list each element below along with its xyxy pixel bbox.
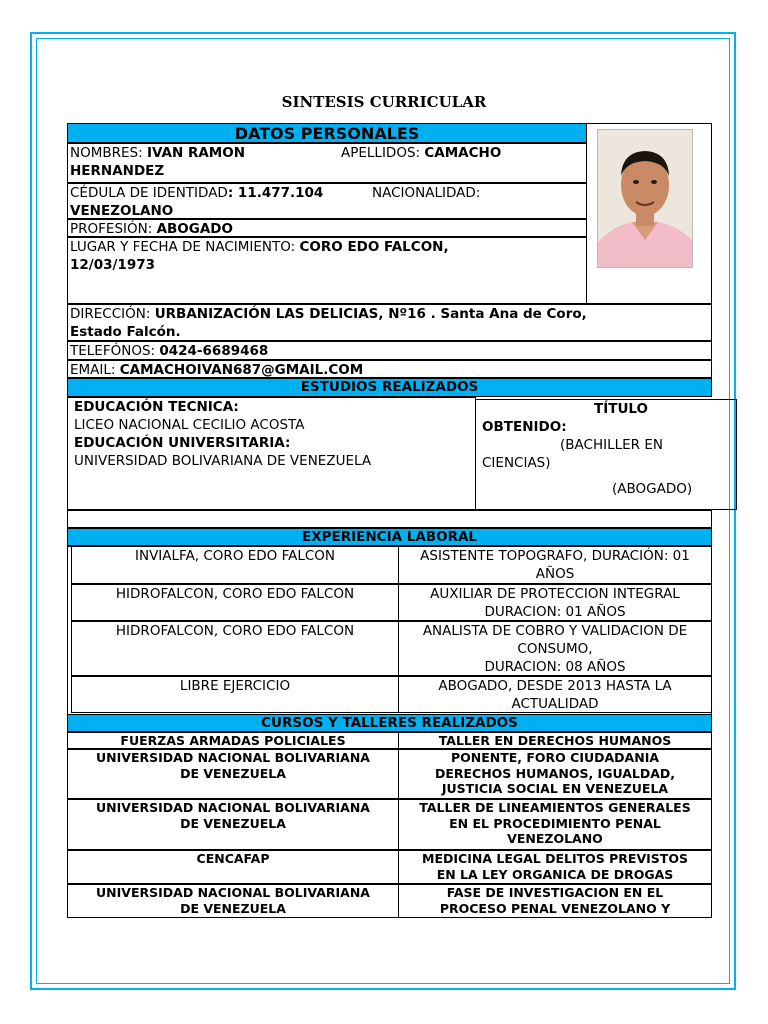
phone-label: TELEFÓNOS: bbox=[70, 343, 160, 359]
experience-row bbox=[71, 584, 399, 621]
course-institution bbox=[67, 732, 399, 749]
id-label: CÉDULA DE IDENTIDAD bbox=[70, 185, 228, 201]
experience-role: ASISTENTE TOPOGRAFO, DURACIÓN: 01 bbox=[420, 548, 690, 564]
experience-role: ABOGADO, DESDE 2013 HASTA LA bbox=[438, 678, 672, 694]
course-title-cell bbox=[398, 799, 712, 850]
studies-spacer-row bbox=[67, 510, 712, 528]
document-title: SINTESIS CURRICULAR bbox=[281, 93, 487, 111]
nationality-value: VENEZOLANO bbox=[70, 203, 174, 219]
course-title-continued: JUSTICIA SOCIAL EN VENEZUELA bbox=[441, 781, 669, 796]
experience-employer: INVIALFA, CORO EDO FALCON bbox=[134, 548, 336, 564]
studies-right-cell bbox=[475, 399, 737, 510]
studies-header: ESTUDIOS REALIZADOS bbox=[67, 378, 712, 397]
surnames-value: CAMACHO bbox=[424, 145, 502, 161]
courses-header: CURSOS Y TALLERES REALIZADOS bbox=[67, 714, 712, 732]
experience-role-continued: DURACION: 01 AÑOS bbox=[484, 604, 626, 620]
course-institution-name: UNIVERSIDAD NACIONAL BOLIVARIANA bbox=[96, 750, 370, 765]
email-label: EMAIL: bbox=[70, 362, 120, 378]
course-institution-name: UNIVERSIDAD NACIONAL BOLIVARIANA bbox=[96, 800, 370, 815]
tech-education-label: EDUCACIÓN TECNICA: bbox=[74, 399, 239, 415]
course-title-continued: PROCESO PENAL VENEZOLANO Y bbox=[439, 900, 671, 916]
experience-role-cell bbox=[398, 546, 712, 584]
personal-section bbox=[0, 0, 768, 1]
experience-role-continued: CONSUMO, bbox=[517, 641, 593, 657]
portrait-image bbox=[598, 130, 692, 267]
course-title: FASE DE INVESTIGACION EN EL bbox=[446, 885, 664, 900]
experience-role-cell bbox=[398, 584, 712, 621]
id-value: : 11.477.104 bbox=[227, 185, 324, 201]
course-title-continued: VENEZOLANO bbox=[507, 831, 603, 846]
email-cell bbox=[67, 360, 712, 378]
course-title-cell bbox=[398, 884, 712, 918]
tech-education-school: LICEO NACIONAL CECILIO ACOSTA bbox=[74, 417, 305, 433]
birth-value: CORO EDO FALCON, bbox=[299, 239, 449, 255]
title-bachiller-continued: CIENCIAS) bbox=[482, 455, 551, 471]
birth-label: LUGAR Y FECHA DE NACIMIENTO: bbox=[70, 239, 300, 255]
phone-value: 0424-6689468 bbox=[159, 343, 269, 359]
profession-cell bbox=[67, 219, 587, 237]
birth-date: 12/03/1973 bbox=[70, 257, 156, 273]
names-cell bbox=[67, 143, 587, 183]
birth-cell bbox=[67, 237, 587, 304]
title-label-continued: OBTENIDO: bbox=[482, 419, 567, 435]
experience-role-cell bbox=[398, 676, 712, 713]
course-institution-name: FUERZAS ARMADAS POLICIALES bbox=[120, 733, 346, 748]
experience-role-duration: DURACION: 08 AÑOS bbox=[484, 659, 626, 675]
profession-value: ABOGADO bbox=[156, 221, 233, 237]
course-title-continued: EN EL PROCEDIMIENTO PENAL bbox=[449, 815, 661, 831]
course-title: MEDICINA LEGAL DELITOS PREVISTOS bbox=[422, 851, 688, 866]
names-value: IVAN RAMON bbox=[146, 145, 246, 161]
personal-header: DATOS PERSONALES bbox=[67, 123, 587, 143]
title-bachiller: (BACHILLER EN bbox=[560, 437, 663, 453]
univ-education-label: EDUCACIÓN UNIVERSITARIA: bbox=[74, 435, 291, 451]
surnames-value-continued: HERNANDEZ bbox=[70, 163, 165, 179]
nationality-label: NACIONALIDAD: bbox=[372, 185, 481, 201]
course-title: TALLER EN DERECHOS HUMANOS bbox=[438, 733, 672, 748]
surnames-label: APELLIDOS: bbox=[341, 145, 425, 161]
names-label: NOMBRES: bbox=[70, 145, 147, 161]
univ-education-school: UNIVERSIDAD BOLIVARIANA DE VENEZUELA bbox=[74, 453, 372, 469]
address-value-continued: Estado Falcón. bbox=[70, 324, 181, 340]
course-institution bbox=[67, 799, 399, 850]
id-cell bbox=[67, 183, 587, 219]
experience-employer: LIBRE EJERCICIO bbox=[179, 678, 291, 694]
experience-employer: HIDROFALCON, CORO EDO FALCON bbox=[115, 586, 355, 602]
email-value: CAMACHOIVAN687@GMAIL.COM bbox=[119, 362, 364, 378]
experience-row bbox=[71, 546, 399, 584]
title-abogado: (ABOGADO) bbox=[612, 481, 693, 497]
course-institution bbox=[67, 850, 399, 884]
course-institution-name-continued: DE VENEZUELA bbox=[180, 900, 286, 916]
title-label: TÍTULO bbox=[594, 401, 648, 417]
experience-role-continued: AÑOS bbox=[535, 566, 575, 582]
experience-role: ANALISTA DE COBRO Y VALIDACION DE bbox=[422, 623, 688, 639]
course-title-cell bbox=[398, 850, 712, 884]
course-institution-name-continued: DE VENEZUELA bbox=[180, 765, 286, 781]
experience-employer: HIDROFALCON, CORO EDO FALCON bbox=[115, 623, 355, 639]
address-cell bbox=[67, 304, 712, 341]
course-title-cell bbox=[398, 749, 712, 799]
experience-role: AUXILIAR DE PROTECCION INTEGRAL bbox=[430, 586, 680, 602]
experience-role-continued: ACTUALIDAD bbox=[511, 696, 599, 712]
address-value: URBANIZACIÓN LAS DELICIAS, Nº16 . Santa Ana de Coro, bbox=[154, 306, 587, 322]
course-institution-name-continued: DE VENEZUELA bbox=[180, 815, 286, 831]
experience-role-cell bbox=[398, 621, 712, 676]
studies-left-cell bbox=[67, 397, 476, 510]
course-institution bbox=[67, 884, 399, 918]
experience-header: EXPERIENCIA LABORAL bbox=[67, 528, 712, 546]
course-institution-name: CENCAFAP bbox=[196, 851, 270, 866]
experience-row bbox=[71, 676, 399, 713]
course-title-continued: EN LA LEY ORGANICA DE DROGAS bbox=[436, 866, 674, 882]
profession-label: PROFESIÓN: bbox=[70, 221, 157, 237]
course-institution bbox=[67, 749, 399, 799]
phone-cell bbox=[67, 341, 712, 360]
course-title: TALLER DE LINEAMIENTOS GENERALES bbox=[419, 800, 691, 815]
course-title-cell bbox=[398, 732, 712, 749]
course-title: PONENTE, FORO CIUDADANIA bbox=[450, 750, 660, 765]
address-label: DIRECCIÓN: bbox=[70, 306, 155, 322]
course-institution-name: UNIVERSIDAD NACIONAL BOLIVARIANA bbox=[96, 885, 370, 900]
course-title-continued: DERECHOS HUMANOS, IGUALDAD, bbox=[434, 765, 676, 781]
profile-photo bbox=[597, 129, 693, 268]
experience-row bbox=[71, 621, 399, 676]
